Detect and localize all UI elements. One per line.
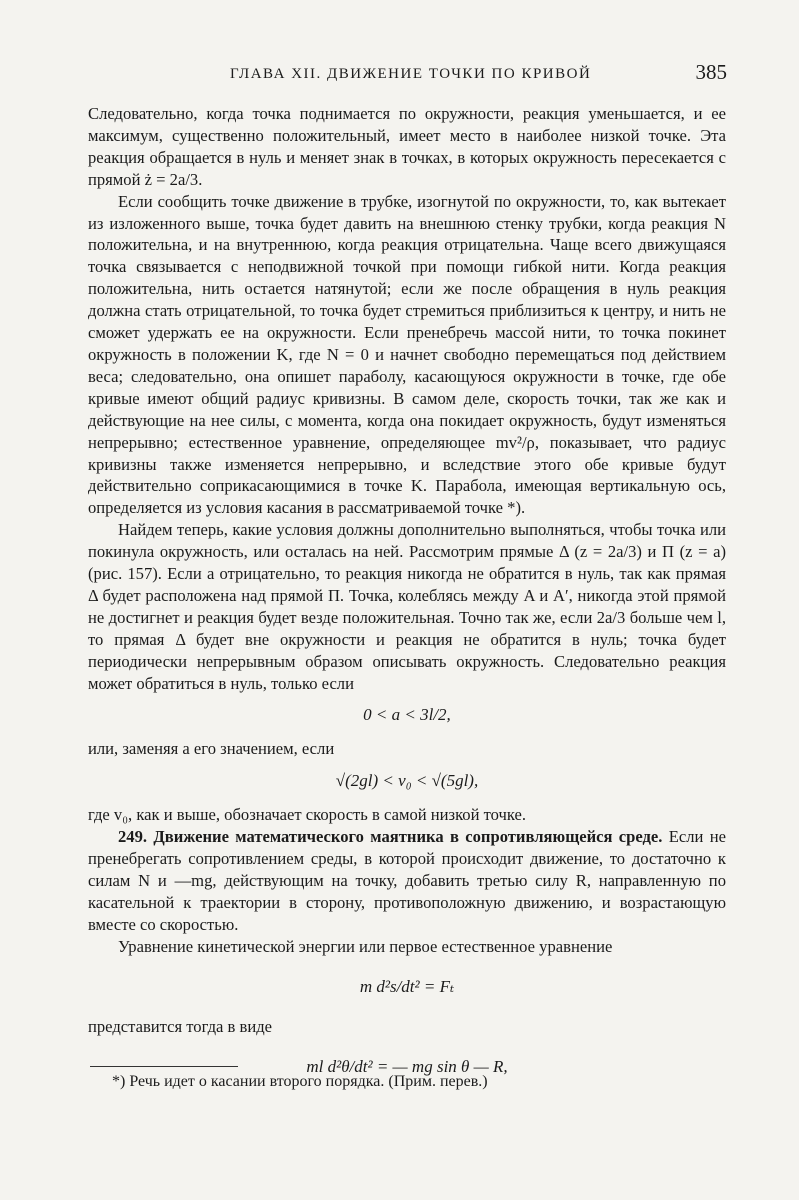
- paragraph: Следовательно, когда точка поднимается по окружности, реакция уменьшается, и ее максимум, существенно положительный, имеет место в наиболее низкой точке. Эта реакция обращается в нуль и меняет знак в точках, в которых окружность пересекается с прямой ż = 2a/3.: [88, 104, 726, 189]
- running-title: ГЛАВА XII. ДВИЖЕНИЕ ТОЧКИ ПО КРИВОЙ: [230, 66, 592, 82]
- section-text: Если не пренебрегать сопротивлением среды, в которой происходит движение, то достаточно к силам N и —mg, действующим на точку, добавить третью силу R, направленную по касательной к траектории в сторону, противоположную движению, и возрастающую вместе со скоростью.: [88, 827, 726, 934]
- paragraph: или, заменяя a его значением, если: [88, 739, 335, 759]
- formula-inequality-v0: √(2gl) < v₀ < √(5gl),: [335, 771, 479, 791]
- section-249: [88, 826, 726, 936]
- paragraph: где v₀, как и выше, обозначает скорость в самой низкой точке.: [88, 805, 527, 825]
- page-body: [88, 103, 726, 1096]
- paragraph: представится тогда в виде: [88, 1016, 273, 1036]
- footnote-rule: [90, 1066, 238, 1067]
- page-number: 385: [695, 60, 727, 84]
- section-title: 249. Движение математического маятника в сопротивляющейся среде.: [118, 827, 663, 847]
- paragraph: Если сообщить точке движение в трубке, изогнутой по окружности, то, как вытекает из изложенного выше, точка будет давить на внешнюю стенку трубки, когда реакция N положительна, и на внутреннюю, когда реакция отрицательна. Чаще всего движущаяся точка связывается с неподвижной точкой при помощи гибкой нити. Когда реакция положительна, нить остается натянутой; если же после обращения в нуль реакция должна стать отрицательной, то точка будет стремиться приблизиться к центру, и нить не сможет удержать ее на окружности. Если пренебречь массой нити, то точка покинет окружность в положении K, где N = 0 и начнет свободно перемещаться под действием веса; следовательно, она опишет параболу, касающуюся окружности в точке, где обе кривые имеют общий радиус кривизны. В самом деле, скорость точки, так же как и действующие на нее силы, с момента, когда она покидает окружность, будут изменяться непрерывно; естественное уравнение, определяющее mv²/ρ, показывает, что радиус кривизны также изменяется непрерывно, и вследствие этого обе кривые будут действительно соприкасающимися в точке K. Парабола, имеющая вертикальную ось, определяется из условия касания в рассматриваемой точке *).: [88, 191, 726, 518]
- paragraph: Уравнение кинетической энергии или первое естественное уравнение: [118, 936, 613, 956]
- footnote: *) Речь идет о касании второго порядка. (Прим. перев.): [112, 1073, 488, 1090]
- formula-pendulum-equation: ml d²θ/dt² = — mg sin θ — R,: [306, 1056, 508, 1076]
- formula-inequality-a: 0 < a < 3l/2,: [363, 705, 451, 725]
- page-header: [88, 60, 727, 90]
- paragraph: Найдем теперь, какие условия должны дополнительно выполняться, чтобы точка или покинула окружность, или осталась на ней. Рассмотрим прямые Δ (z = 2a/3) и Π (z = a) (рис. 157). Если a отрицательно, то реакция никогда не обратится в нуль, так как прямая Δ будет расположена над прямой Π. Точка, колеблясь между A и A′, никогда этой прямой не достигнет и реакция будет везде положительная. Точно так же, если 2a/3 больше чем l, то прямая Δ будет вне окружности и реакция не обратится в нуль; точка будет периодически непрерывным образом описывать окружность. Следовательно реакция может обратиться в нуль, только если: [88, 520, 726, 693]
- formula-natural-equation: m d²s/dt² = Fₜ: [359, 976, 455, 996]
